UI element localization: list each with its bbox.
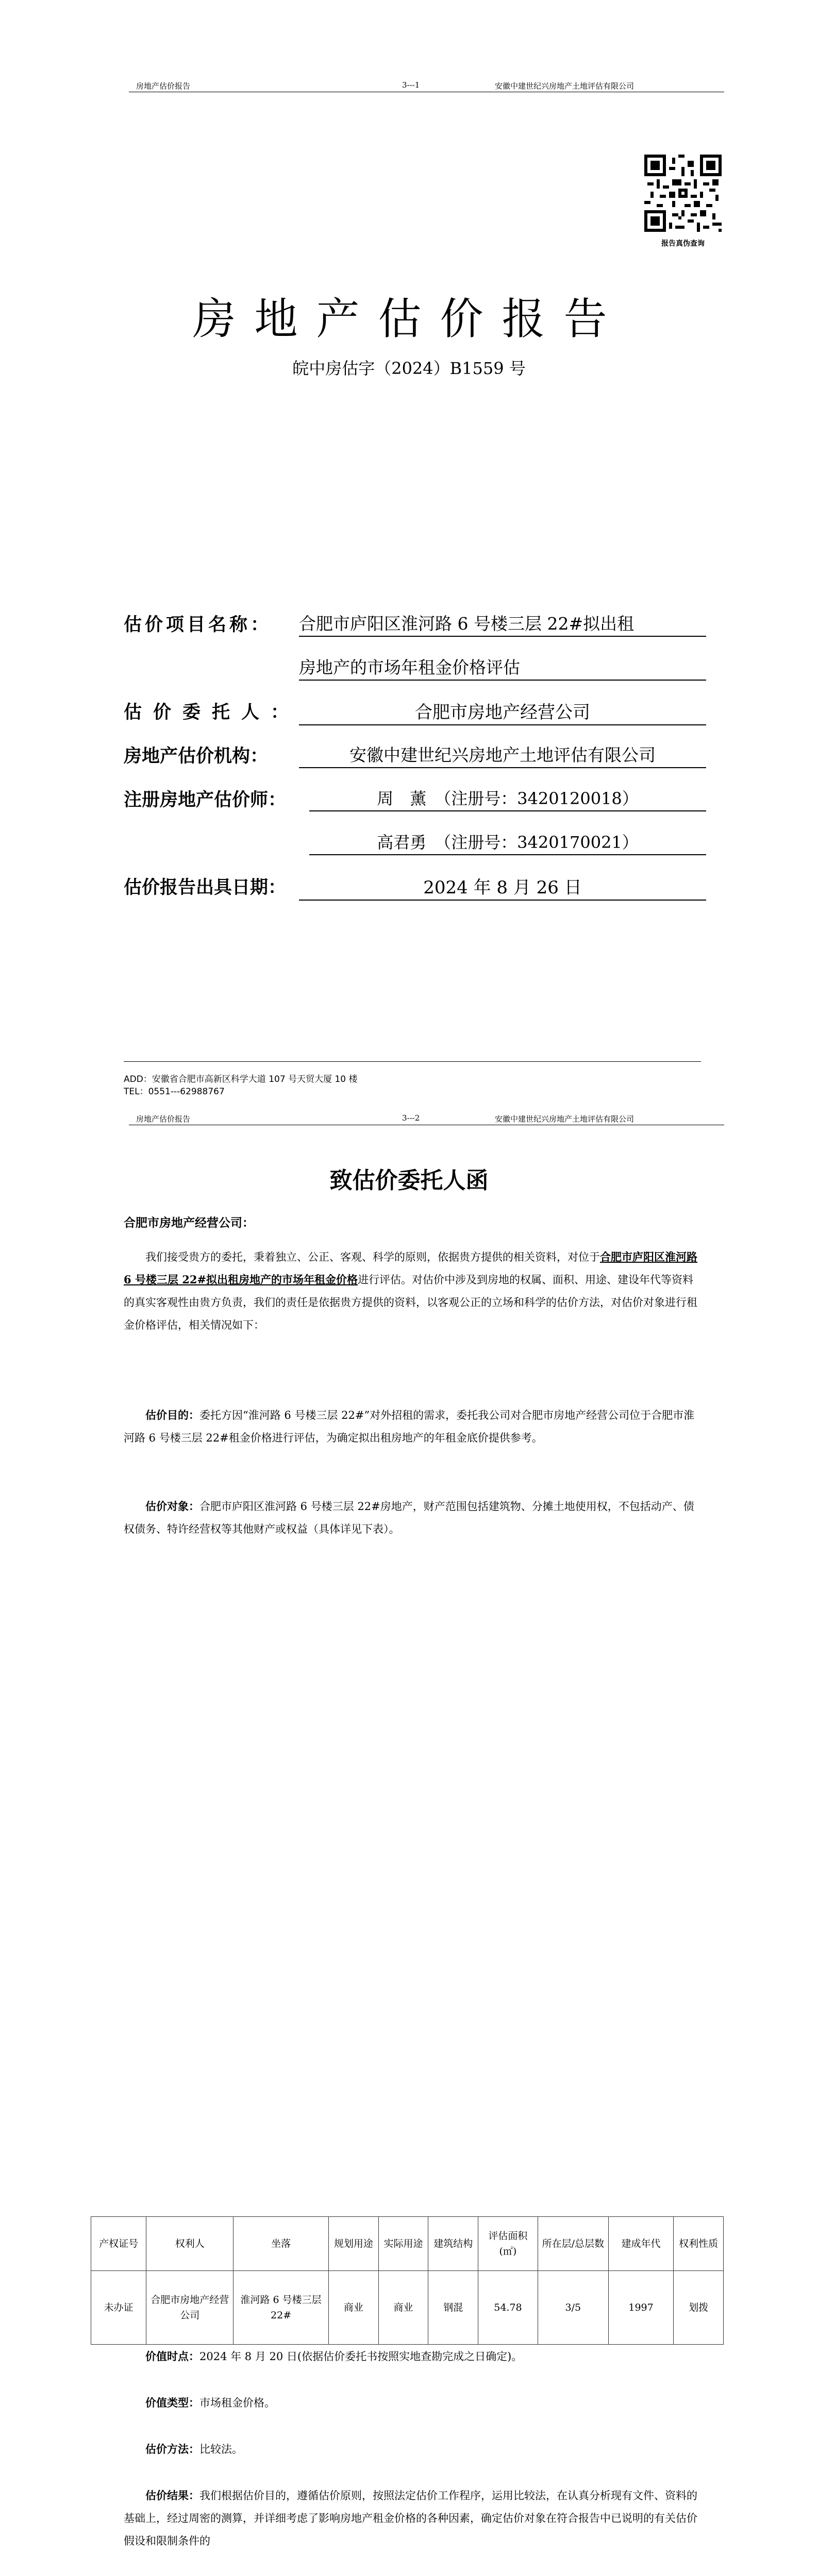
page-header — [0, 77, 818, 93]
field-value-appraiser-2: 高君勇 （注册号：3420170021） — [309, 829, 706, 855]
table-header-cell: 规划用途 — [329, 2217, 379, 2271]
purpose-text: 委托方因“淮河路 6 号楼三层 22#”对外招租的需求，委托我公司对合肥市房地产经营公司位于合肥市淮河路 6 号楼三层 22#租金价格进行评估，为确定拟出租房地产的年租金底价提供参考。 — [124, 1409, 695, 1444]
letter-salutation: 合肥市房地产经营公司： — [124, 1216, 254, 1230]
table-header-row — [91, 2217, 724, 2271]
purpose-label: 估价目的： — [145, 1409, 199, 1421]
qr-caption: 报告真伪查询 — [661, 240, 705, 248]
table-header-cell: 建筑结构 — [428, 2217, 478, 2271]
table-header-cell: 产权证号 — [91, 2217, 146, 2271]
time-text: 2024 年 8 月 20 日(依据估价委托书按照实地查勘完成之日确定)。 — [199, 2350, 523, 2363]
letter-paragraph-method — [124, 2438, 701, 2461]
table-header-cell: 权利性质 — [674, 2217, 724, 2271]
letter-paragraph-time — [124, 2345, 701, 2368]
method-label: 估价方法： — [145, 2443, 199, 2455]
field-label-date: 估价报告出具日期： — [124, 877, 287, 898]
intro-text-a: 我们接受贵方的委托，秉着独立、公正、客观、科学的原则，依据贵方提供的相关资料，对位于 — [145, 1251, 600, 1263]
intro-text-b: 进行评估。对估价中涉及到房地的权属、面积、用途、建设年代等资料的真实客观性由贵方负责，我们的责任是依据贵方提供的资料，以客观公正的立场和科学的估价方法，对估价对象进行租金价格评估，相关情况如下： — [124, 1274, 697, 1331]
table-cell: 54.78 — [478, 2271, 538, 2345]
report-title: 房地产估价报告 — [192, 294, 626, 344]
table-header-cell: 坐落 — [233, 2217, 329, 2271]
field-value-project: 合肥市庐阳区淮河路 6 号楼三层 22#拟出租 — [299, 611, 706, 637]
table-cell: 3/5 — [538, 2271, 608, 2345]
footer-rule — [124, 1061, 701, 1062]
field-label-project: 估价项目名称： — [124, 614, 272, 635]
page-header — [0, 1110, 818, 1126]
table-row — [91, 2271, 724, 2345]
table-header-cell: 实际用途 — [378, 2217, 428, 2271]
letter-paragraph-type — [124, 2392, 701, 2414]
table-cell: 淮河路 6 号楼三层 22# — [233, 2271, 329, 2345]
property-table — [91, 2216, 724, 2345]
table-cell: 商业 — [329, 2271, 379, 2345]
field-value-date: 2024 年 8 月 26 日 — [299, 873, 706, 901]
footer-address: ADD：安徽省合肥市高新区科学大道 107 号天贸大厦 10 楼 — [124, 1074, 358, 1084]
footer-tel: TEL：0551---62988767 — [124, 1087, 225, 1097]
document-number: 皖中房估字（2024）B1559 号 — [292, 359, 526, 378]
table-header-cell: 建成年代 — [608, 2217, 673, 2271]
header-right: 安徽中建世纪兴房地产土地评估有限公司 — [495, 81, 635, 91]
header-left: 房地产估价报告 — [136, 81, 191, 91]
field-label-agency: 房地产估价机构： — [124, 745, 269, 767]
intro-subject: 合肥市庐阳区淮河路 6 号楼三层 22#拟出租房地产的市场年租金价格 — [124, 1250, 697, 1286]
field-value-agency: 安徽中建世纪兴房地产土地评估有限公司 — [299, 742, 706, 768]
table-header-cell: 权利人 — [146, 2217, 233, 2271]
type-text: 市场租金价格。 — [199, 2397, 275, 2409]
result-label: 估价结果： — [145, 2489, 199, 2502]
object-text: 合肥市庐阳区淮河路 6 号楼三层 22#房地产，财产范围包括建筑物、分摊土地使用权，不包括动产、债权债务、特许经营权等其他财产或权益（具体详见下表）。 — [124, 1500, 694, 1535]
result-text: 我们根据估价目的，遵循估价原则，按照法定估价工作程序，运用比较法，在认真分析现有文件、资料的基础上，经过周密的测算，并详细考虑了影响房地产租金价格的各种因素，确定估价对象在符合报告中已说明的有关估价假设和限制条件的 — [124, 2489, 697, 2547]
letter-paragraph-result — [124, 2484, 701, 2552]
field-label-appraiser: 注册房地产估价师： — [124, 789, 287, 810]
letter-paragraph-intro — [124, 1246, 701, 1336]
header-right: 安徽中建世纪兴房地产土地评估有限公司 — [495, 1114, 635, 1124]
table-cell: 划拨 — [674, 2271, 724, 2345]
table-cell: 1997 — [608, 2271, 673, 2345]
header-page-number: 3---2 — [402, 1113, 420, 1123]
method-text: 比较法。 — [199, 2443, 243, 2455]
field-value-project-cont: 房地产的市场年租金价格评估 — [299, 654, 706, 681]
qr-code-icon[interactable] — [644, 155, 722, 232]
object-label: 估价对象： — [145, 1500, 199, 1513]
letter-paragraph-object — [124, 1495, 701, 1540]
header-left: 房地产估价报告 — [136, 1114, 191, 1124]
table-cell: 合肥市房地产经营公司 — [146, 2271, 233, 2345]
table-cell: 钢混 — [428, 2271, 478, 2345]
time-label: 价值时点： — [145, 2350, 199, 2363]
table-header-cell: 评估面积(㎡) — [478, 2217, 538, 2271]
field-value-appraiser-1: 周 薰 （注册号：3420120018） — [309, 786, 706, 811]
type-label: 价值类型： — [145, 2396, 199, 2409]
table-header-cell: 所在层/总层数 — [538, 2217, 608, 2271]
letter-paragraph-purpose — [124, 1404, 701, 1449]
letter-title: 致估价委托人函 — [329, 1167, 489, 1194]
field-value-client: 合肥市房地产经营公司 — [299, 698, 706, 725]
table-cell: 商业 — [378, 2271, 428, 2345]
field-label-client: 估价委托人： — [124, 702, 301, 723]
table-cell: 未办证 — [91, 2271, 146, 2345]
header-page-number: 3---1 — [402, 80, 420, 90]
